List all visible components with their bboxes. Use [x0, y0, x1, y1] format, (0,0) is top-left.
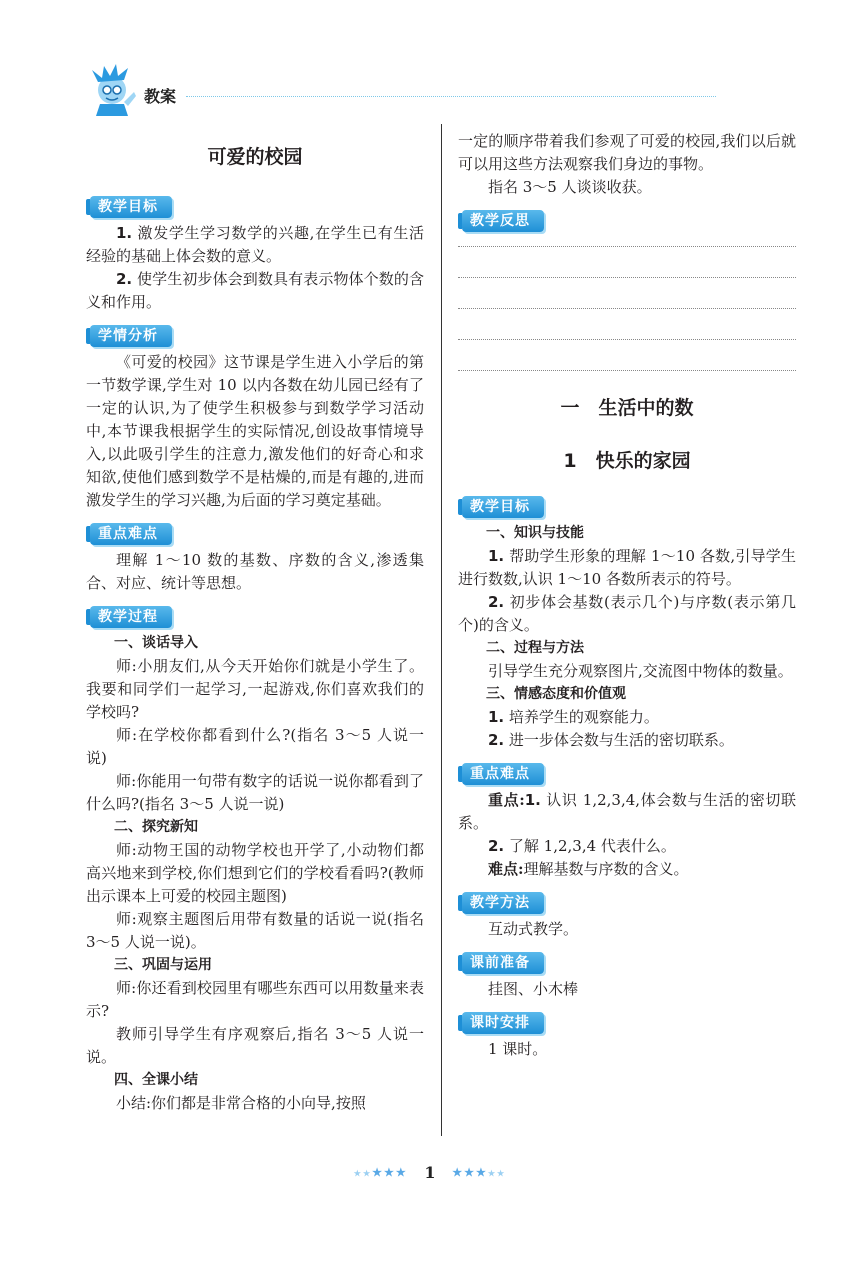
key-paragraph: 理解 1～10 数的基数、序数的含义,渗透集合、对应、统计等思想。	[86, 551, 424, 592]
section-badge-analysis: 学情分析	[90, 325, 172, 347]
header-divider	[186, 96, 716, 97]
section-badge-process: 教学过程	[90, 606, 172, 628]
process-heading: 四、全课小结	[114, 1072, 198, 1088]
section-badge-goals: 教学目标	[462, 496, 544, 518]
goal-paragraph: 2. 初步体会基数(表示几个)与序数(表示第几个)的含义。	[458, 593, 796, 634]
process-paragraph: 教师引导学生有序观察后,指名 3～5 人说一说。	[86, 1025, 424, 1066]
section-badge-preparation: 课前准备	[462, 952, 544, 974]
goal-heading: 二、过程与方法	[486, 640, 584, 656]
continued-paragraph: 指名 3～5 人谈谈收获。	[488, 178, 652, 196]
process-paragraph: 小结:你们都是非常合格的小向导,按照	[116, 1094, 366, 1112]
goal-paragraph: 1. 激发学生学习数学的兴趣,在学生已有生活经验的基础上体会数的意义。	[86, 224, 424, 265]
left-column	[86, 130, 424, 1115]
goal-paragraph: 引导学生充分观察图片,交流图中物体的数量。	[488, 662, 793, 680]
section-badge-key-points: 重点难点	[90, 523, 172, 545]
page-number: 1	[424, 1163, 436, 1182]
process-heading: 二、探究新知	[114, 819, 198, 835]
reflection-line	[458, 308, 796, 339]
section-badge-method: 教学方法	[462, 892, 544, 914]
mascot-icon	[86, 62, 140, 118]
process-paragraph: 师:动物王国的动物学校也开学了,小动物们都高兴地来到学校,你们想到它们的学校看看吗?(教师出示课本上可爱的校园主题图)	[86, 841, 424, 905]
continued-paragraph: 一定的顺序带着我们参观了可爱的校园,我们以后就可以用这些方法观察我们身边的事物。	[458, 132, 796, 173]
star-decoration-icon: ★★★★★	[353, 1166, 408, 1179]
goal-paragraph: 2. 使学生初步体会到数具有表示物体个数的含义和作用。	[86, 270, 424, 311]
process-paragraph: 师:你能用一句带有数字的话说一说你都看到了什么吗?(指名 3～5 人说一说)	[86, 772, 424, 813]
reflection-lines	[458, 246, 796, 371]
process-heading: 三、巩固与运用	[114, 957, 212, 973]
schedule-paragraph: 1 课时。	[488, 1040, 548, 1058]
key-paragraph: 难点:理解基数与序数的含义。	[488, 860, 689, 878]
process-paragraph: 师:在学校你都看到什么?(指名 3～5 人说一说)	[86, 726, 424, 767]
goal-heading: 一、知识与技能	[486, 525, 584, 541]
section-badge-goals: 教学目标	[90, 196, 172, 218]
key-paragraph: 2. 了解 1,2,3,4 代表什么。	[488, 837, 676, 855]
lesson-title: 1 快乐的家园	[563, 450, 691, 472]
process-paragraph: 师:小朋友们,从今天开始你们就是小学生了。我要和同学们一起学习,一起游戏,你们喜欢我们的学校吗?	[86, 657, 424, 721]
reflection-line	[458, 246, 796, 277]
process-paragraph: 师:你还看到校园里有哪些东西可以用数量来表示?	[86, 979, 424, 1020]
method-paragraph: 互动式教学。	[488, 920, 579, 938]
page-header	[86, 62, 626, 122]
reflection-line	[458, 370, 796, 371]
analysis-paragraph: 《可爱的校园》这节课是学生进入小学后的第一节数学课,学生对 10 以内各数在幼儿园已经有了一定的认识,为了使学生积极参与到数学学习活动中,本节课我根据学生的实际情况,创设故事情境导入,以此吸引学生的注意力,激发他们的好奇心和求知欲,使他们感到数学不是枯燥的,而是有趣的,进而激发学生的学习兴趣,为后面的学习奠定基础。	[86, 353, 424, 509]
process-heading: 一、谈话导入	[114, 635, 198, 651]
lesson-title: 可爱的校园	[207, 146, 303, 168]
reflection-line	[458, 277, 796, 308]
header-label: 教案	[144, 87, 177, 106]
section-badge-reflection: 教学反思	[462, 210, 544, 232]
section-badge-schedule: 课时安排	[462, 1012, 544, 1034]
goal-heading: 三、情感态度和价值观	[486, 686, 626, 702]
unit-title: 一 生活中的数	[560, 397, 694, 419]
reflection-line	[458, 339, 796, 370]
column-divider	[441, 124, 442, 1136]
star-decoration-icon: ★★★★★	[452, 1166, 507, 1179]
section-badge-key-points: 重点难点	[462, 763, 544, 785]
goal-paragraph: 2. 进一步体会数与生活的密切联系。	[488, 731, 734, 749]
goal-paragraph: 1. 培养学生的观察能力。	[488, 708, 659, 726]
goal-paragraph: 1. 帮助学生形象的理解 1～10 各数,引导学生进行数数,认识 1～10 各数所表示的符号。	[458, 547, 796, 588]
preparation-paragraph: 挂图、小木棒	[488, 980, 579, 998]
page-footer	[0, 1163, 860, 1182]
process-paragraph: 师:观察主题图后用带有数量的话说一说(指名 3～5 人说一说)。	[86, 910, 424, 951]
key-paragraph: 重点:1. 认识 1,2,3,4,体会数与生活的密切联系。	[458, 791, 796, 832]
right-column	[458, 130, 796, 1061]
